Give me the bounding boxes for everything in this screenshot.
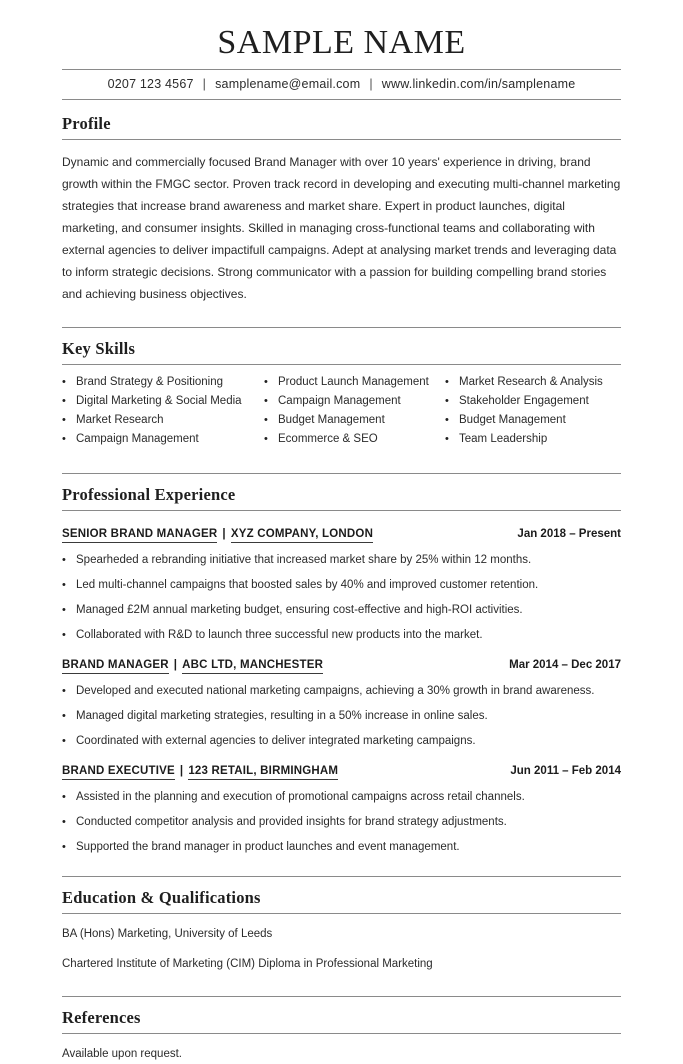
bullet-icon: • [62, 554, 66, 566]
pipe-separator: | [222, 528, 226, 540]
section-key-skills [62, 327, 621, 451]
job-bullet [62, 790, 621, 804]
skill-label: Campaign Management [76, 433, 199, 445]
pipe-separator: | [202, 77, 207, 91]
job-company: XYZ COMPANY, LONDON [231, 528, 373, 543]
references-text: Available upon request. [62, 1048, 182, 1060]
profile-text: Dynamic and commercially focused Brand Manager with over 10 years' experience in driving, brand growth within the FMGC sector. Proven track record in developing and executing multi-channel marketing strategies that increase brand awareness and market share. Expert in product launches, digital marketing, and consumer insights. Skilled in managing cross-functional teams and collaborating with external agencies to deliver impactifull campaigns. Adept at analysing market trends and leveraging data to inform strategic decisions. Strong communicator with a passion for building compelling brand stories and achieving business objectives. [62, 155, 621, 301]
bullet-icon: • [62, 395, 66, 407]
job-company: 123 RETAIL, BIRMINGHAM [188, 765, 338, 780]
job-bullet-text: Supported the brand manager in product launches and event management. [76, 841, 460, 853]
skill-item [445, 375, 621, 389]
job-bullet-text: Developed and executed national marketing campaigns, achieving a 30% growth in brand awareness. [76, 685, 595, 697]
job-entry [62, 765, 621, 854]
skill-item [264, 375, 445, 389]
job-header [62, 659, 621, 671]
email-text: samplename@email.com [215, 77, 361, 91]
heading-underline [62, 1033, 621, 1034]
profile-heading: Profile [62, 114, 111, 133]
cv-header [62, 24, 621, 100]
skill-item [264, 394, 445, 408]
skill-label: Product Launch Management [278, 376, 429, 388]
skill-label: Budget Management [459, 414, 566, 426]
key-skills-heading: Key Skills [62, 339, 136, 358]
bullet-icon: • [62, 604, 66, 616]
job-header [62, 528, 621, 540]
bullet-icon: • [62, 376, 66, 388]
job-entry [62, 659, 621, 748]
skills-column-3 [445, 375, 621, 451]
heading-underline [62, 510, 621, 511]
job-bullet-text: Conducted competitor analysis and provided insights for brand strategy adjustments. [76, 816, 507, 828]
skill-label: Budget Management [278, 414, 385, 426]
bullet-icon: • [62, 841, 66, 853]
bullet-icon: • [445, 395, 449, 407]
job-bullet [62, 709, 621, 723]
section-education [62, 876, 621, 974]
phone-text: 0207 123 4567 [107, 77, 194, 91]
bullet-icon: • [62, 816, 66, 828]
bullet-icon: • [62, 579, 66, 591]
skill-label: Campaign Management [278, 395, 401, 407]
job-role: SENIOR BRAND MANAGER [62, 528, 217, 543]
education-item: BA (Hons) Marketing, University of Leeds [62, 928, 273, 940]
references-heading: References [62, 1008, 141, 1027]
skill-label: Team Leadership [459, 433, 548, 445]
pipe-separator: | [173, 659, 178, 671]
job-bullet-text: Managed £2M annual marketing budget, ensuring cost-effective and high-ROI activities. [76, 604, 523, 616]
bullet-icon: • [264, 376, 268, 388]
job-bullet [62, 734, 621, 748]
section-experience [62, 473, 621, 854]
bullet-icon: • [264, 395, 268, 407]
job-title [62, 528, 373, 540]
job-bullet-text: Led multi-channel campaigns that boosted sales by 40% and improved customer retention. [76, 579, 539, 591]
pipe-separator: | [179, 765, 184, 777]
job-dates: Mar 2014 – Dec 2017 [509, 659, 621, 671]
skill-item [264, 432, 445, 446]
skill-item [62, 394, 264, 408]
job-role: BRAND EXECUTIVE [62, 765, 175, 780]
skills-column-1 [62, 375, 264, 451]
skill-item [62, 413, 264, 427]
job-bullet [62, 603, 621, 617]
bullet-icon: • [62, 433, 66, 445]
education-heading: Education & Qualifications [62, 888, 261, 907]
bullet-icon: • [62, 710, 66, 722]
heading-underline [62, 139, 621, 140]
skill-item [445, 413, 621, 427]
bullet-icon: • [62, 414, 66, 426]
bullet-icon: • [62, 629, 66, 641]
name-title: SAMPLE NAME [217, 24, 466, 61]
skills-grid [62, 375, 621, 451]
bullet-icon: • [445, 433, 449, 445]
job-entry [62, 528, 621, 642]
skill-label: Ecommerce & SEO [278, 433, 378, 445]
job-bullet-list [62, 553, 621, 642]
bullet-icon: • [264, 433, 268, 445]
bullet-icon: • [62, 735, 66, 747]
job-company: ABC LTD, MANCHESTER [182, 659, 323, 674]
job-dates: Jan 2018 – Present [517, 528, 621, 540]
heading-underline [62, 913, 621, 914]
job-dates: Jun 2011 – Feb 2014 [510, 765, 621, 777]
job-bullet [62, 815, 621, 829]
experience-heading: Professional Experience [62, 485, 236, 504]
bullet-icon: • [445, 376, 449, 388]
job-bullet-text: Managed digital marketing strategies, resulting in a 50% increase in online sales. [76, 710, 488, 722]
education-item: Chartered Institute of Marketing (CIM) Diploma in Professional Marketing [62, 958, 433, 970]
job-bullet-text: Collaborated with R&D to launch three successful new products into the market. [76, 629, 483, 641]
heading-underline [62, 364, 621, 365]
skills-column-2 [264, 375, 445, 451]
skill-item [62, 432, 264, 446]
skill-item [264, 413, 445, 427]
bullet-icon: • [445, 414, 449, 426]
job-bullet-list [62, 684, 621, 748]
skill-label: Market Research [76, 414, 164, 426]
skill-item [62, 375, 264, 389]
skill-item [445, 432, 621, 446]
bullet-icon: • [62, 685, 66, 697]
skill-item [445, 394, 621, 408]
bullet-icon: • [62, 791, 66, 803]
linkedin-text: www.linkedin.com/in/samplename [381, 77, 576, 91]
divider [62, 99, 621, 100]
job-role: BRAND MANAGER [62, 659, 169, 674]
job-bullet-text: Assisted in the planning and execution of promotional campaigns across retail channels. [76, 791, 525, 803]
job-header [62, 765, 621, 777]
job-title [62, 659, 323, 671]
contact-row [62, 70, 621, 99]
job-title [62, 765, 338, 777]
job-bullet-list [62, 790, 621, 854]
bullet-icon: • [264, 414, 268, 426]
skill-label: Brand Strategy & Positioning [76, 376, 224, 388]
skill-label: Market Research & Analysis [459, 376, 603, 388]
section-profile [62, 114, 621, 305]
job-bullet [62, 628, 621, 642]
pipe-separator: | [369, 77, 373, 91]
job-bullet-text: Coordinated with external agencies to deliver integrated marketing campaigns. [76, 735, 476, 747]
job-bullet [62, 840, 621, 854]
job-bullet-text: Spearheded a rebranding initiative that increased market share by 25% within 12 months. [76, 554, 532, 566]
job-bullet [62, 578, 621, 592]
section-references [62, 996, 621, 1064]
skill-label: Stakeholder Engagement [459, 395, 589, 407]
skill-label: Digital Marketing & Social Media [76, 395, 242, 407]
job-bullet [62, 553, 621, 567]
job-bullet [62, 684, 621, 698]
